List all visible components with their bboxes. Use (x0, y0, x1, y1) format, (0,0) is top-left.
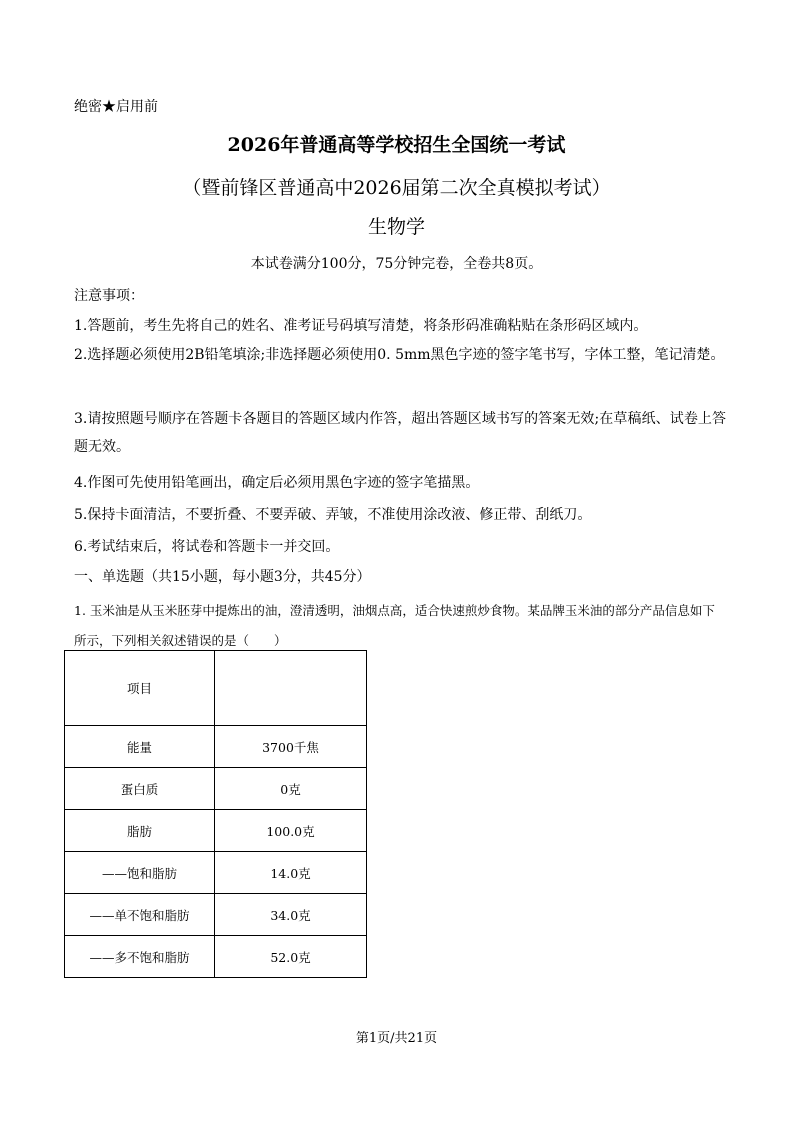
table-cell-value: 3700千焦 (215, 726, 367, 768)
table-cell-value: 14.0克 (215, 852, 367, 894)
exam-subtitle: （暨前锋区普通高中2026届第二次全真模拟考试） (182, 177, 611, 199)
note-item-2: 2.选择题必须使用2B铅笔填涂;非选择题必须使用0. 5mm黑色字迹的签字笔书写，字体工整，笔记清楚。 (74, 347, 725, 363)
exam-info: 本试卷满分100分，75分钟完卷，全卷共8页。 (250, 256, 543, 272)
table-cell-item: ——多不饱和脂肪 (65, 936, 215, 978)
table-row (65, 726, 367, 768)
table-row (65, 936, 367, 978)
question-1-text: 1. 玉米油是从玉米胚芽中提炼出的油，澄清透明，油烟点高，适合快速煎炒食物。某品牌玉米油的部分产品信息如下所示，下列相关叙述错误的是（ ） (74, 603, 715, 648)
secret-label: 绝密★启用前 (74, 99, 158, 115)
note-item-6: 6.考试结束后，将试卷和答题卡一并交回。 (74, 539, 340, 555)
page-number: 第1页/共21页 (355, 1031, 438, 1046)
note-item-3: 3.请按照题号顺序在答题卡各题目的答题区域内作答，超出答题区域书写的答案无效;在草稿纸、试卷上答题无效。 (74, 411, 726, 455)
table-cell-item: ——单不饱和脂肪 (65, 894, 215, 936)
notes-heading: 注意事项： (74, 288, 144, 304)
table-header-cell (215, 651, 367, 726)
table-cell-value: 52.0克 (215, 936, 367, 978)
exam-title: 2026年普通高等学校招生全国统一考试 (227, 134, 566, 156)
note-item-4: 4.作图可先使用铅笔画出，确定后必须用黑色字迹的签字笔描黑。 (74, 475, 480, 491)
table-cell-item: 脂肪 (65, 810, 215, 852)
table-cell-item: 蛋白质 (65, 768, 215, 810)
table-row (65, 894, 367, 936)
note-item-5: 5.保持卡面清洁，不要折叠、不要弄破、弄皱，不准使用涂改液、修正带、刮纸刀。 (74, 507, 592, 523)
table-cell-value: 100.0克 (215, 810, 367, 852)
table-cell-value: 0克 (215, 768, 367, 810)
table-header-row (65, 651, 367, 726)
table-cell-value: 34.0克 (215, 894, 367, 936)
table-cell-item: 能量 (65, 726, 215, 768)
nutrition-table (64, 650, 367, 978)
table-row (65, 852, 367, 894)
subject-title: 生物学 (367, 216, 425, 238)
note-item-1: 1.答题前，考生先将自己的姓名、准考证号码填写清楚，将条形码准确粘贴在条形码区域内。 (74, 318, 648, 334)
table-row (65, 810, 367, 852)
table-cell-item: ——饱和脂肪 (65, 852, 215, 894)
section-title: 一、单选题（共15小题，每小题3分，共45分） (74, 569, 371, 585)
table-header-cell: 项目 (65, 651, 215, 726)
table-row (65, 768, 367, 810)
